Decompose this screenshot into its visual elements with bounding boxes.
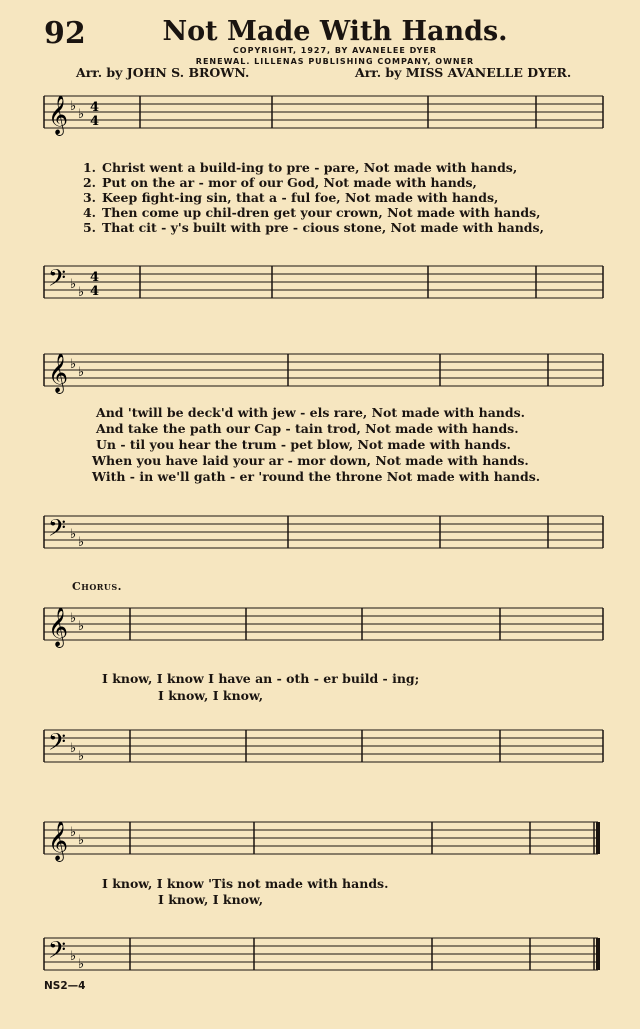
chorus-line-1-lower: I know, I know, — [158, 688, 264, 703]
svg-text:𝄞: 𝄞 — [48, 95, 69, 135]
staff-system-3-bass — [0, 722, 640, 772]
verse-5-line-2: With - in we'll gath - er 'round the throne Not made with hands. — [92, 469, 541, 484]
verse-3-line-2: Un - til you hear the trum - pet blow, Not made with hands. — [96, 437, 511, 452]
svg-text:♭: ♭ — [78, 749, 85, 764]
staff-system-2-bass — [0, 508, 640, 558]
svg-text:♭: ♭ — [70, 99, 77, 114]
svg-text:𝄢: 𝄢 — [48, 514, 67, 547]
svg-text:♭: ♭ — [78, 957, 85, 972]
copyright-line-1: COPYRIGHT, 1927, BY AVANELEE DYER — [232, 46, 438, 55]
svg-text:♭: ♭ — [78, 365, 85, 380]
page-footer-code: NS2—4 — [44, 980, 86, 992]
arranger-left: Arr. by JOHN S. BROWN. — [76, 65, 250, 80]
svg-text:♭: ♭ — [70, 527, 77, 542]
verse-2-line-2: And take the path our Cap - tain trod, Not made with hands. — [96, 421, 519, 436]
hymn-title: Not Made With Hands. — [162, 16, 508, 47]
svg-text:♭: ♭ — [78, 833, 85, 848]
svg-text:♭: ♭ — [70, 825, 77, 840]
chorus-label: Chorus. — [72, 580, 123, 593]
svg-text:4: 4 — [90, 100, 100, 115]
svg-text:♭: ♭ — [70, 611, 77, 626]
staff-system-4-bass — [0, 930, 640, 980]
copyright — [0, 45, 640, 67]
verse-4-line-2: When you have laid your ar - mor down, Not made with hands. — [92, 453, 529, 468]
chorus-line-2-upper: I know, I know 'Tis not made with hands. — [102, 876, 389, 891]
staff-system-1-treble — [0, 88, 640, 148]
verse-1-line-2: And 'twill be deck'd with jew - els rare, Not made with hands. — [96, 405, 526, 420]
svg-text:𝄞: 𝄞 — [48, 821, 69, 861]
svg-text:♭: ♭ — [70, 277, 77, 292]
arranger-right: Arr. by MISS AVANELLE DYER. — [355, 65, 572, 80]
svg-text:♭: ♭ — [78, 107, 85, 122]
svg-text:♭: ♭ — [70, 949, 77, 964]
page-number: 92 — [44, 16, 86, 51]
svg-text:𝄢: 𝄢 — [48, 264, 67, 297]
verse-4-line: 4. Then come up chil-dren get your crown, Not made with hands, — [82, 205, 541, 220]
svg-text:𝄞: 𝄞 — [48, 353, 69, 393]
svg-text:𝄞: 𝄞 — [48, 607, 69, 647]
svg-text:♭: ♭ — [78, 619, 85, 634]
staff-system-2-treble — [0, 346, 640, 396]
svg-text:4: 4 — [90, 114, 100, 129]
svg-text:♭: ♭ — [70, 357, 77, 372]
svg-text:♭: ♭ — [78, 535, 85, 550]
chorus-line-1-upper: I know, I know I have an - oth - er build - ing; — [102, 671, 420, 686]
svg-text:4: 4 — [90, 284, 100, 299]
copyright-line-2: RENEWAL. LILLENAS PUBLISHING COMPANY, OWNER — [195, 57, 475, 66]
staff-system-4-treble — [0, 814, 640, 864]
svg-text:𝄢: 𝄢 — [48, 728, 67, 761]
svg-text:♭: ♭ — [78, 285, 85, 300]
verse-5-line: 5. That cit - y's built with pre - cious stone, Not made with hands, — [82, 220, 544, 235]
svg-text:♭: ♭ — [70, 741, 77, 756]
svg-text:4: 4 — [90, 270, 100, 285]
staff-system-3-treble — [0, 600, 640, 650]
verse-1-line: 1. Christ went a build-ing to pre - pare, Not made with hands, — [82, 160, 518, 175]
chorus-line-2-lower: I know, I know, — [158, 892, 264, 907]
staff-system-1-bass — [0, 258, 640, 308]
svg-text:𝄢: 𝄢 — [48, 936, 67, 969]
verse-3-line: 3. Keep fight-ing sin, that a - ful foe, Not made with hands, — [82, 190, 499, 205]
verse-2-line: 2. Put on the ar - mor of our God, Not made with hands, — [82, 175, 477, 190]
